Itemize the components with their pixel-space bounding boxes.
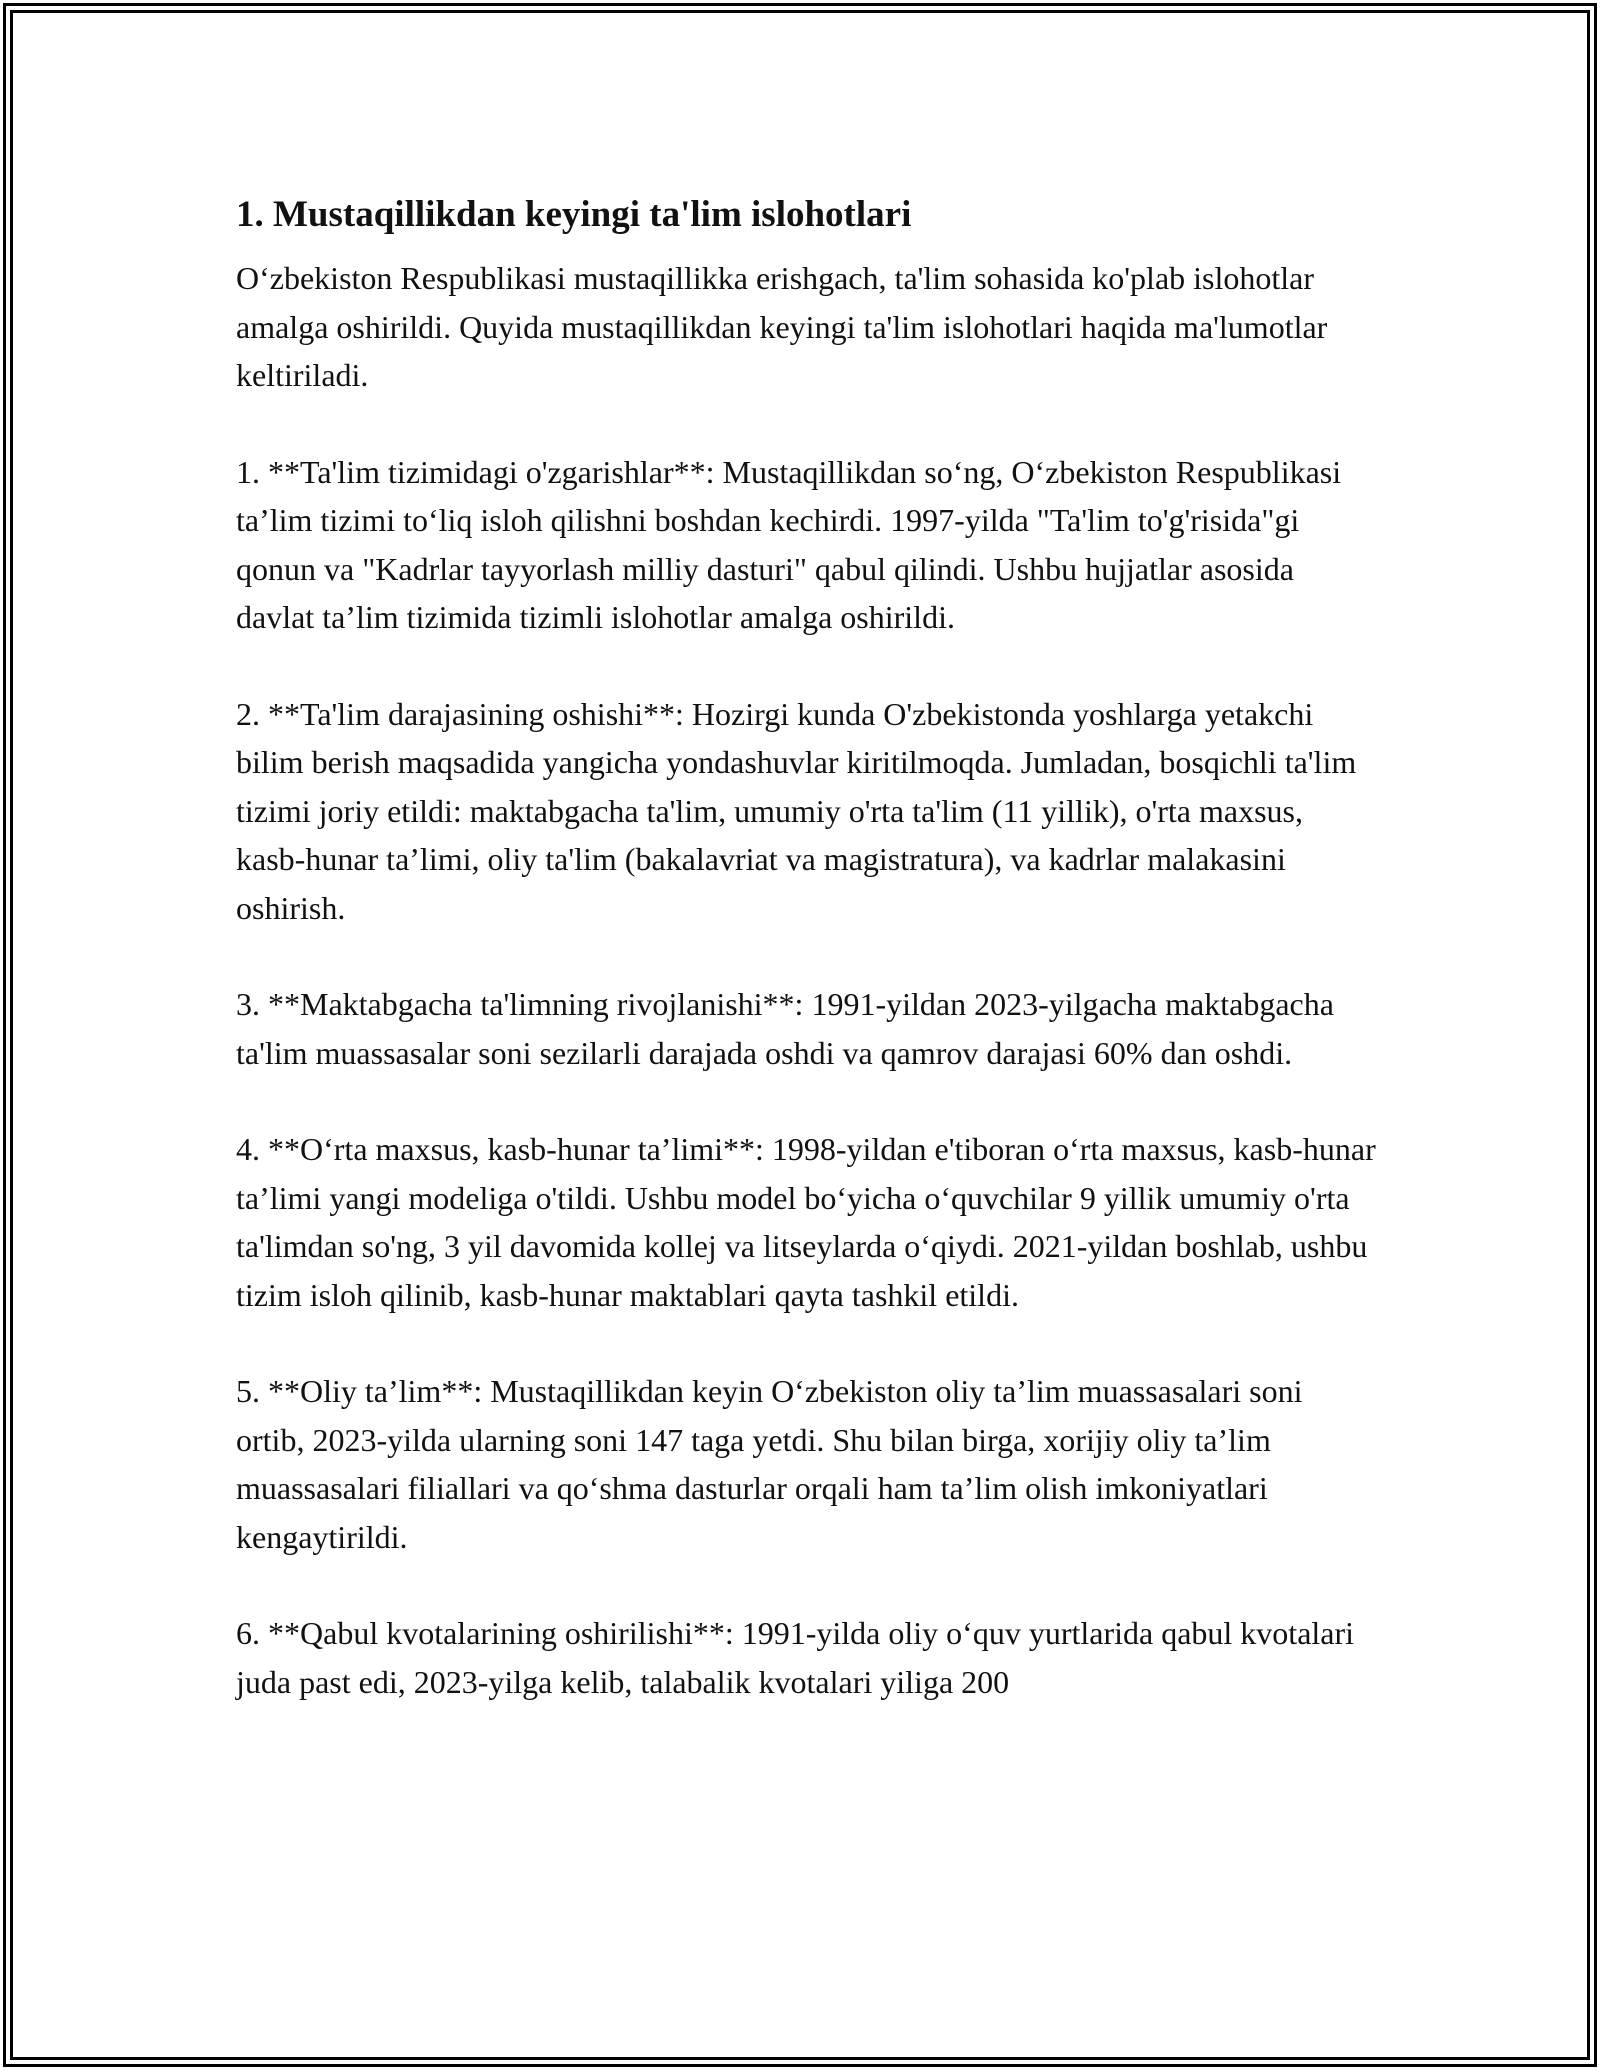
document-body: [236, 186, 1376, 1706]
list-item: 2. **Ta'lim darajasining oshishi**: Hozirgi kunda O'zbekistonda yoshlarga yetakchi bilim berish maqsadida yangicha yondashuvlar kiritilmoqda. Jumladan, bosqichli ta'lim tizimi joriy etildi: maktabgacha ta'lim, umumiy o'rta ta'lim (11 yillik), o'rta maxsus, kasb-hunar ta’limi, oliy ta'lim (bakalavriat va magistratura), va kadrlar malakasini oshirish.: [236, 695, 1357, 926]
list-item: 4. **O‘rta maxsus, kasb-hunar ta’limi**: 1998-yildan e'tiboran o‘rta maxsus, kasb-hunar ta’limi yangi modeliga o'tildi. Ushbu model bo‘yicha o‘quvchilar 9 yillik umumiy o'rta ta'limdan so'ng, 3 yil davomida kollej va litseylarda o‘qiydi. 2021-yildan boshlab, ushbu tizim isloh qilinib, kasb-hunar maktablari qayta tashkil etildi.: [236, 1131, 1376, 1313]
list-item: 1. **Ta'lim tizimidagi o'zgarishlar**: Mustaqillikdan so‘ng, O‘zbekiston Respublikasi ta’lim tizimi to‘liq isloh qilishni boshdan kechirdi. 1997-yilda "Ta'lim to'g'risida"gi qonun va "Kadrlar tayyorlash milliy dasturi" qabul qilindi. Ushbu hujjatlar asosida davlat ta’lim tizimida tizimli islohotlar amalga oshirildi.: [236, 453, 1342, 635]
list-item: 3. **Maktabgacha ta'limning rivojlanishi**: 1991-yildan 2023-yilgacha maktabgacha ta'lim muassasalar soni sezilarli darajada oshdi va qamrov darajasi 60% dan oshdi.: [236, 986, 1334, 1071]
list-item: 6. **Qabul kvotalarining oshirilishi**: 1991-yilda oliy o‘quv yurtlarida qabul kvotalari juda past edi, 2023-yilga kelib, talabalik kvotalari yiliga 200: [236, 1615, 1355, 1700]
intro-paragraph: O‘zbekiston Respublikasi mustaqillikka erishgach, ta'lim sohasida ko'plab islohotlar amalga oshirildi. Quyida mustaqillikdan keyingi ta'lim islohotlari haqida ma'lumotlar keltiriladi.: [236, 260, 1328, 393]
list-item: 5. **Oliy ta’lim**: Mustaqillikdan keyin O‘zbekiston oliy ta’lim muassasalari soni ortib, 2023-yilda ularning soni 147 taga yetdi. Shu bilan birga, xorijiy oliy ta’lim muassasalari filiallari va qo‘shma dasturlar orqali ham ta’lim olish imkoniyatlari kengaytirildi.: [236, 1373, 1303, 1555]
section-heading: 1. Mustaqillikdan keyingi ta'lim islohotlari: [236, 194, 912, 235]
